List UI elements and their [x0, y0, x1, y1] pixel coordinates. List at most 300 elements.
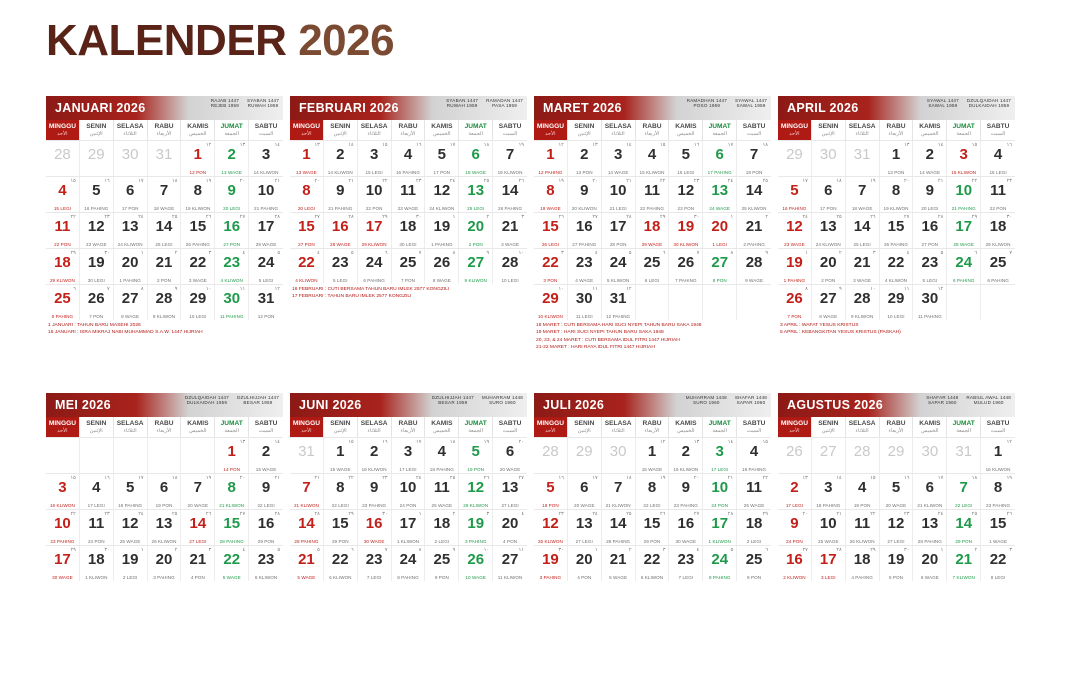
hijri-label-secondary: DULKAIDAH 1959 [968, 103, 1010, 109]
day-cell[interactable] [880, 141, 914, 176]
month-note: 3 APRIL : WAFAT YESUS KRISTUS [780, 323, 859, 328]
day-cell[interactable] [778, 177, 812, 212]
day-cell[interactable] [249, 438, 283, 473]
day-cell[interactable] [181, 249, 215, 284]
day-cell[interactable] [493, 474, 527, 509]
day-cell[interactable] [493, 438, 527, 473]
day-cell[interactable] [737, 141, 771, 176]
day-cell[interactable] [249, 213, 283, 248]
day-cell[interactable] [737, 249, 771, 284]
day-number: 9 [580, 182, 589, 199]
day-pasaran-label: 25 WAGE [431, 503, 453, 508]
day-cell[interactable] [493, 213, 527, 248]
weekday-label-arabic: الثلاثاء [611, 130, 625, 137]
day-cell[interactable] [636, 285, 670, 320]
day-cell[interactable] [981, 141, 1015, 176]
day-cell[interactable] [846, 177, 880, 212]
day-cell[interactable] [148, 510, 182, 545]
day-cell[interactable] [249, 249, 283, 284]
weekday-label-arabic: الخميس [921, 427, 939, 434]
day-cell[interactable] [148, 177, 182, 212]
weekday-header-selasa [358, 120, 392, 140]
day-cell[interactable] [249, 285, 283, 320]
day-cell[interactable] [602, 249, 636, 284]
day-cell[interactable] [290, 249, 324, 284]
day-pasaran-label: 17 LEGI [711, 467, 729, 472]
day-cell[interactable] [181, 141, 215, 176]
day-cell[interactable] [602, 141, 636, 176]
day-pasaran-label: 6 PAHING [363, 278, 385, 283]
day-hijri-number: ١٥ [70, 475, 76, 481]
day-cell[interactable] [215, 474, 249, 509]
day-cell[interactable] [534, 510, 568, 545]
day-hijri-number: ٤ [242, 547, 246, 553]
day-cell[interactable] [148, 249, 182, 284]
hijri-label-secondary: SURO 1960 [489, 400, 516, 406]
day-hijri-number: ١٦ [1006, 142, 1012, 148]
day-cell[interactable] [459, 510, 493, 545]
day-cell[interactable] [778, 213, 812, 248]
weekday-label-arabic: الخميس [189, 130, 207, 137]
day-cell[interactable] [812, 285, 846, 320]
day-cell[interactable] [181, 438, 215, 473]
day-cell[interactable] [812, 510, 846, 545]
weekday-header-kamis [181, 417, 215, 437]
day-cell[interactable] [778, 510, 812, 545]
day-cell[interactable] [358, 213, 392, 248]
day-cell[interactable] [215, 285, 249, 320]
day-cell[interactable] [324, 249, 358, 284]
week-row [46, 509, 283, 545]
day-cell[interactable] [148, 213, 182, 248]
day-cell[interactable] [181, 285, 215, 320]
weekday-header-sabtu [737, 120, 771, 140]
day-cell[interactable] [636, 249, 670, 284]
day-cell[interactable] [392, 141, 426, 176]
day-cell[interactable] [114, 474, 148, 509]
day-cell[interactable] [846, 438, 880, 473]
day-cell[interactable] [181, 546, 215, 581]
day-cell[interactable] [669, 177, 703, 212]
day-hijri-number: ١٩ [483, 439, 490, 445]
day-cell[interactable] [493, 141, 527, 176]
day-cell[interactable] [812, 249, 846, 284]
day-cell[interactable] [425, 177, 459, 212]
day-cell[interactable] [358, 510, 392, 545]
day-cell[interactable] [913, 510, 947, 545]
day-cell[interactable] [493, 177, 527, 212]
day-cell[interactable] [568, 213, 602, 248]
day-cell[interactable] [568, 474, 602, 509]
day-cell[interactable] [181, 474, 215, 509]
day-cell[interactable] [215, 510, 249, 545]
day-cell[interactable] [459, 213, 493, 248]
day-cell[interactable] [181, 510, 215, 545]
day-cell[interactable] [290, 141, 324, 176]
day-cell[interactable] [249, 141, 283, 176]
day-cell[interactable] [392, 249, 426, 284]
day-cell[interactable] [981, 249, 1015, 284]
day-cell[interactable] [602, 177, 636, 212]
day-cell[interactable] [80, 141, 114, 176]
day-pasaran-label: 21 KLIWON [293, 503, 319, 508]
day-pasaran-label: 30 WAGE [363, 539, 385, 544]
day-cell[interactable] [358, 177, 392, 212]
day-hijri-number: ٢٣ [693, 178, 700, 184]
day-pasaran-label: 2 PON [468, 242, 483, 247]
day-cell[interactable] [534, 141, 568, 176]
day-pasaran-label: 3 PAHING [464, 539, 487, 544]
day-cell[interactable] [737, 510, 771, 545]
day-cell[interactable] [358, 141, 392, 176]
day-cell[interactable] [46, 474, 80, 509]
day-cell[interactable] [703, 177, 737, 212]
day-cell[interactable] [148, 141, 182, 176]
weekday-header-minggu [778, 120, 812, 140]
day-cell[interactable] [568, 438, 602, 473]
day-cell[interactable] [913, 177, 947, 212]
day-pasaran-label: 24 KLIWON [117, 242, 143, 247]
day-cell[interactable] [913, 438, 947, 473]
day-number: 7 [193, 479, 203, 496]
day-cell[interactable] [324, 141, 358, 176]
day-cell[interactable] [981, 213, 1015, 248]
day-cell[interactable] [114, 510, 148, 545]
day-cell[interactable] [114, 177, 148, 212]
day-cell[interactable] [80, 285, 114, 320]
day-cell[interactable] [425, 141, 459, 176]
day-cell[interactable] [880, 249, 914, 284]
day-cell[interactable] [80, 249, 114, 284]
day-hijri-number: ٢ [974, 547, 978, 553]
day-cell[interactable] [913, 213, 947, 248]
day-cell[interactable] [636, 141, 670, 176]
day-hijri-number: ٢٦ [1006, 511, 1012, 517]
day-cell[interactable] [46, 213, 80, 248]
day-cell[interactable] [846, 285, 880, 320]
day-hijri-number: ٢١ [274, 178, 280, 184]
day-cell[interactable] [392, 510, 426, 545]
day-cell[interactable] [669, 510, 703, 545]
day-cell[interactable] [846, 141, 880, 176]
day-cell[interactable] [249, 177, 283, 212]
day-cell[interactable] [669, 474, 703, 509]
day-cell[interactable] [947, 141, 981, 176]
day-cell[interactable] [602, 285, 636, 320]
day-cell[interactable] [703, 438, 737, 473]
day-hijri-number: ١٥ [70, 178, 76, 184]
month-note: 16 JANUARI : ISRA MIKRAJ NABI MUHAMMAD S.A.W. 1447 HIJRIAH [48, 330, 203, 336]
day-cell[interactable] [602, 546, 636, 581]
day-cell[interactable] [80, 474, 114, 509]
day-cell[interactable] [602, 213, 636, 248]
day-cell[interactable] [80, 438, 114, 473]
day-cell[interactable] [46, 438, 80, 473]
day-cell[interactable] [703, 141, 737, 176]
day-cell[interactable] [358, 438, 392, 473]
day-cell[interactable] [148, 546, 182, 581]
day-cell[interactable] [324, 213, 358, 248]
weekday-label-arabic: السبت [502, 427, 518, 434]
weekday-header-minggu [290, 417, 324, 437]
day-cell[interactable] [249, 546, 283, 581]
month-name: JULI 2026 [543, 398, 605, 412]
day-cell[interactable] [290, 510, 324, 545]
day-cell[interactable] [913, 141, 947, 176]
day-cell[interactable] [812, 474, 846, 509]
day-cell[interactable] [459, 249, 493, 284]
month-note: 20, 23, & 24 MARET : CUTI BERSAMA IDUL FITRI 1447 HIJRIAH [536, 337, 680, 343]
day-cell[interactable] [114, 546, 148, 581]
day-cell[interactable] [534, 438, 568, 473]
day-cell[interactable] [459, 141, 493, 176]
weekday-header-senin [324, 417, 358, 437]
day-cell[interactable] [114, 285, 148, 320]
day-cell[interactable] [114, 249, 148, 284]
day-cell[interactable] [392, 474, 426, 509]
day-cell[interactable] [703, 249, 737, 284]
day-cell[interactable] [846, 510, 880, 545]
day-cell[interactable] [459, 177, 493, 212]
day-cell[interactable] [737, 438, 771, 473]
day-cell[interactable] [636, 546, 670, 581]
day-cell[interactable] [80, 177, 114, 212]
day-cell[interactable] [913, 474, 947, 509]
day-cell[interactable] [534, 177, 568, 212]
day-cell[interactable] [880, 474, 914, 509]
day-cell[interactable] [493, 249, 527, 284]
week-row [778, 248, 1015, 284]
day-cell[interactable] [602, 438, 636, 473]
day-cell[interactable] [737, 546, 771, 581]
day-hijri-number: ١٠ [483, 547, 490, 553]
day-cell[interactable] [148, 438, 182, 473]
day-cell[interactable] [459, 546, 493, 581]
day-cell[interactable] [880, 510, 914, 545]
day-cell[interactable] [459, 474, 493, 509]
day-cell[interactable] [215, 177, 249, 212]
day-cell[interactable] [425, 510, 459, 545]
day-cell[interactable] [981, 285, 1015, 320]
day-cell[interactable] [459, 438, 493, 473]
day-cell[interactable] [493, 546, 527, 581]
day-cell[interactable] [602, 510, 636, 545]
day-cell[interactable] [425, 438, 459, 473]
day-cell[interactable] [358, 249, 392, 284]
day-cell[interactable] [703, 285, 737, 320]
weekday-label-arabic: الأربعاء [156, 130, 172, 137]
day-cell[interactable] [703, 510, 737, 545]
day-cell[interactable] [290, 438, 324, 473]
day-cell[interactable] [669, 285, 703, 320]
day-cell[interactable] [778, 474, 812, 509]
day-cell[interactable] [846, 213, 880, 248]
day-cell[interactable] [215, 213, 249, 248]
day-cell[interactable] [636, 474, 670, 509]
day-cell[interactable] [46, 285, 80, 320]
day-cell[interactable] [425, 546, 459, 581]
day-cell[interactable] [215, 438, 249, 473]
day-cell[interactable] [812, 546, 846, 581]
day-cell[interactable] [880, 285, 914, 320]
day-cell[interactable] [46, 141, 80, 176]
day-cell[interactable] [114, 213, 148, 248]
day-cell[interactable] [392, 213, 426, 248]
day-cell[interactable] [148, 285, 182, 320]
day-cell[interactable] [846, 249, 880, 284]
day-cell[interactable] [534, 249, 568, 284]
day-cell[interactable] [324, 546, 358, 581]
day-cell[interactable] [46, 510, 80, 545]
day-cell[interactable] [947, 285, 981, 320]
day-cell[interactable] [392, 438, 426, 473]
day-cell[interactable] [947, 546, 981, 581]
day-cell[interactable] [534, 474, 568, 509]
day-cell[interactable] [392, 546, 426, 581]
day-cell[interactable] [778, 285, 812, 320]
day-cell[interactable] [737, 285, 771, 320]
day-cell[interactable] [215, 141, 249, 176]
day-cell[interactable] [981, 546, 1015, 581]
day-cell[interactable] [737, 213, 771, 248]
day-cell[interactable] [669, 438, 703, 473]
day-cell[interactable] [568, 546, 602, 581]
day-cell[interactable] [913, 546, 947, 581]
day-cell[interactable] [80, 213, 114, 248]
day-cell[interactable] [181, 213, 215, 248]
day-cell[interactable] [80, 546, 114, 581]
day-hijri-number: ١٠ [518, 250, 524, 256]
day-cell[interactable] [737, 474, 771, 509]
day-cell[interactable] [568, 177, 602, 212]
hijri-label-secondary: SAWAL 1959 [736, 103, 766, 109]
day-cell[interactable] [947, 438, 981, 473]
day-cell[interactable] [636, 213, 670, 248]
day-cell[interactable] [215, 249, 249, 284]
day-cell[interactable] [425, 213, 459, 248]
day-cell[interactable] [880, 438, 914, 473]
day-cell[interactable] [981, 438, 1015, 473]
day-cell[interactable] [947, 249, 981, 284]
day-cell[interactable] [392, 177, 426, 212]
day-cell[interactable] [358, 474, 392, 509]
day-cell[interactable] [812, 141, 846, 176]
day-hijri-number: ٢٨ [836, 547, 842, 553]
day-cell[interactable] [913, 249, 947, 284]
day-cell[interactable] [947, 177, 981, 212]
day-cell[interactable] [568, 510, 602, 545]
day-cell[interactable] [669, 249, 703, 284]
day-cell[interactable] [358, 546, 392, 581]
weekday-label: KAMIS [431, 419, 453, 427]
day-cell[interactable] [981, 474, 1015, 509]
weekday-label-arabic: الخميس [677, 130, 695, 137]
day-cell[interactable] [80, 510, 114, 545]
day-cell[interactable] [324, 510, 358, 545]
day-pasaran-label: 17 PAHING [707, 170, 732, 175]
day-pasaran-label: 14 KLIWON [327, 170, 353, 175]
day-cell[interactable] [913, 285, 947, 320]
day-cell[interactable] [181, 177, 215, 212]
day-cell[interactable] [669, 546, 703, 581]
day-cell[interactable] [846, 546, 880, 581]
day-cell[interactable] [812, 438, 846, 473]
day-cell[interactable] [249, 510, 283, 545]
day-cell[interactable] [703, 213, 737, 248]
day-cell[interactable] [703, 474, 737, 509]
day-cell[interactable] [880, 213, 914, 248]
day-cell[interactable] [46, 177, 80, 212]
day-cell[interactable] [636, 177, 670, 212]
day-cell[interactable] [148, 474, 182, 509]
day-cell[interactable] [703, 546, 737, 581]
day-cell[interactable] [425, 249, 459, 284]
day-cell[interactable] [812, 213, 846, 248]
day-cell[interactable] [778, 249, 812, 284]
day-cell[interactable] [778, 141, 812, 176]
day-cell[interactable] [534, 213, 568, 248]
day-cell[interactable] [947, 474, 981, 509]
day-hijri-number: ٢١ [274, 475, 280, 481]
day-cell[interactable] [880, 177, 914, 212]
day-pasaran-label: 16 KLIWON [673, 467, 699, 472]
day-cell[interactable] [114, 438, 148, 473]
day-number: 2 [681, 443, 691, 460]
day-cell[interactable] [846, 474, 880, 509]
day-cell[interactable] [568, 285, 602, 320]
day-hijri-number: ٢٧ [693, 511, 700, 517]
day-cell[interactable] [602, 474, 636, 509]
day-cell[interactable] [669, 141, 703, 176]
hijri-label-secondary: RUWAH 1959 [247, 103, 279, 109]
day-cell[interactable] [636, 438, 670, 473]
day-cell[interactable] [324, 438, 358, 473]
day-cell[interactable] [290, 213, 324, 248]
day-cell[interactable] [493, 510, 527, 545]
day-cell[interactable] [947, 213, 981, 248]
day-cell[interactable] [636, 510, 670, 545]
day-cell[interactable] [534, 546, 568, 581]
day-cell[interactable] [947, 510, 981, 545]
day-cell[interactable] [249, 474, 283, 509]
day-cell[interactable] [981, 510, 1015, 545]
day-cell[interactable] [324, 474, 358, 509]
day-cell[interactable] [534, 285, 568, 320]
day-cell[interactable] [290, 546, 324, 581]
month-header [534, 393, 771, 417]
day-cell[interactable] [290, 177, 324, 212]
day-cell[interactable] [425, 474, 459, 509]
day-cell[interactable] [669, 213, 703, 248]
day-cell[interactable] [46, 546, 80, 581]
day-cell[interactable] [568, 141, 602, 176]
day-cell[interactable] [568, 249, 602, 284]
day-cell[interactable] [46, 249, 80, 284]
day-number: 15 [989, 515, 1007, 532]
day-cell[interactable] [290, 474, 324, 509]
day-cell[interactable] [324, 177, 358, 212]
day-cell[interactable] [880, 546, 914, 581]
day-cell[interactable] [981, 177, 1015, 212]
day-cell[interactable] [812, 177, 846, 212]
day-number: 28 [745, 254, 763, 271]
day-hijri-number: ٢٧ [239, 214, 246, 220]
day-cell[interactable] [737, 177, 771, 212]
day-cell[interactable] [778, 438, 812, 473]
day-cell[interactable] [778, 546, 812, 581]
day-cell[interactable] [114, 141, 148, 176]
day-cell[interactable] [215, 546, 249, 581]
